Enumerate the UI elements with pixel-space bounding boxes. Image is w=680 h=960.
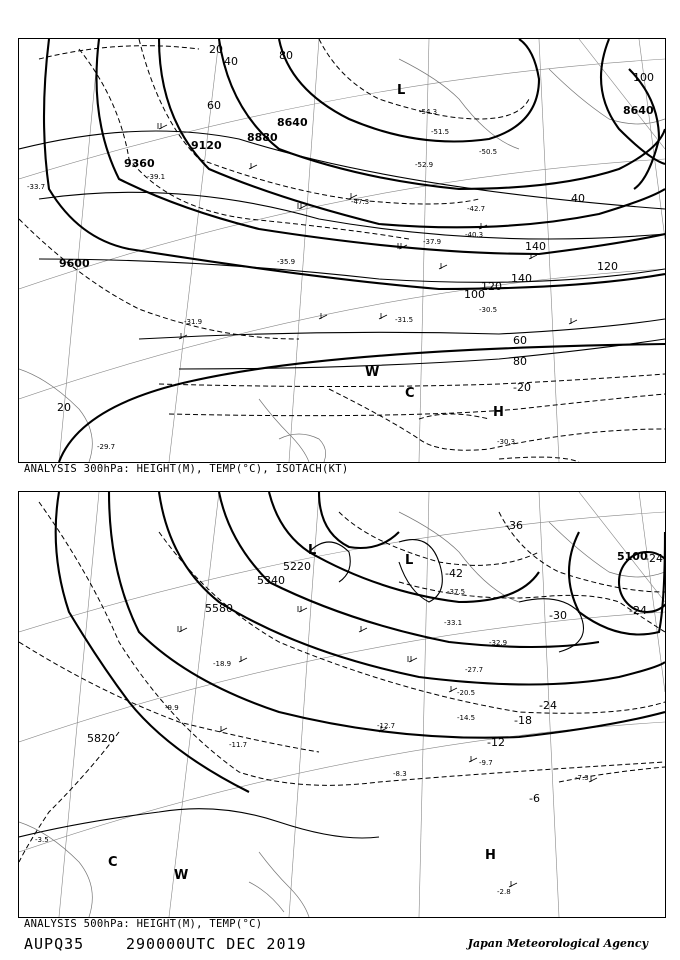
isotach-label: 60 (513, 334, 527, 347)
obs-temp: -12.7 (377, 722, 396, 730)
height-contours (44, 39, 665, 462)
obs-temp: -11.7 (229, 741, 248, 749)
map-500hpa-svg (19, 492, 665, 917)
isotherms (19, 502, 665, 862)
obs-temp: -35.9 (277, 258, 296, 266)
system-warm: W (365, 365, 380, 380)
obs-temp: -30.3 (497, 438, 516, 446)
obs-temp: -33.1 (444, 619, 463, 627)
isotach-label: 80 (513, 355, 527, 368)
isotherm-label: -30 (549, 609, 567, 622)
system-high: H (493, 405, 504, 420)
height-label-8640-east: 8640 (623, 104, 654, 117)
obs-temp: -54.3 (419, 108, 438, 116)
system-low: L (397, 83, 406, 98)
isotach-label: -20 (513, 381, 531, 394)
caption-500hpa: ANALYSIS 500hPa: HEIGHT(M), TEMP(°C) (24, 918, 263, 930)
obs-temp: -3.5 (35, 836, 49, 844)
isotach-label: 40 (224, 55, 238, 68)
obs-temp: -50.5 (479, 148, 498, 156)
obs-temp: -47.3 (351, 198, 370, 206)
obs-temp: -37.9 (423, 238, 442, 246)
obs-temp: -51.5 (431, 128, 450, 136)
map-panel-300hpa (18, 38, 666, 463)
obs-temp: -30.5 (479, 306, 498, 314)
obs-temp: -31.5 (395, 316, 414, 324)
isotach-label: 120 (597, 260, 618, 273)
system-low-1: L (308, 543, 317, 558)
map-300hpa-svg (19, 39, 665, 462)
isotach-label: 140 (511, 272, 532, 285)
isotach-lines (19, 46, 665, 462)
obs-temp: -9.7 (479, 759, 493, 767)
map-panel-500hpa (18, 491, 666, 918)
obs-temp: -14.5 (457, 714, 476, 722)
obs-temp: -37.5 (447, 588, 466, 596)
obs-temp: -39.1 (147, 173, 166, 181)
isotach-label: 140 (525, 240, 546, 253)
isotach-label: 100 (633, 71, 654, 84)
isotherm-label: -24 (645, 552, 663, 565)
system-cold: C (108, 855, 118, 870)
isotherm-label: -18 (514, 714, 532, 727)
obs-temp: -7.3 (575, 774, 589, 782)
obs-temp: -40.3 (465, 231, 484, 239)
isotherm-label: -36 (505, 519, 523, 532)
chart-valid-time: 290000UTC DEC 2019 (126, 935, 307, 953)
obs-temp: -42.7 (467, 205, 486, 213)
system-low-2: L (405, 553, 414, 568)
caption-300hpa: ANALYSIS 300hPa: HEIGHT(M), TEMP(°C), ISOTACH(KT) (24, 463, 349, 475)
obs-temp: -8.3 (393, 770, 407, 778)
isotach-label: 20 (57, 401, 71, 414)
obs-temp: -18.9 (213, 660, 232, 668)
obs-temp: -31.9 (184, 318, 203, 326)
isotherm-label: -42 (445, 567, 463, 580)
height-label-5580: 5580 (205, 602, 233, 615)
thin-contours (19, 540, 584, 839)
chart-id: AUPQ35 (24, 935, 85, 953)
obs-temp: -27.7 (465, 666, 484, 674)
system-cold: C (405, 386, 415, 401)
height-label-5220: 5220 (283, 560, 311, 573)
height-label-9360: 9360 (124, 157, 155, 170)
obs-temp: -9.9 (165, 704, 179, 712)
agency-name: Japan Meteorological Agency (467, 937, 648, 950)
isotach-label: 40 (571, 192, 585, 205)
height-label-9600: 9600 (59, 257, 90, 270)
wind-barbs (158, 123, 577, 339)
height-label-9120: 9120 (191, 139, 222, 152)
isotherm-label: -24 (539, 699, 557, 712)
obs-temp: -32.9 (489, 639, 508, 647)
system-warm: W (174, 868, 189, 883)
isotherm-label: -6 (529, 792, 540, 805)
isotach-label: 120 (481, 280, 502, 293)
height-label-8640: 8640 (277, 116, 308, 129)
height-label-8880: 8880 (247, 131, 278, 144)
isotherm-label: -12 (487, 736, 505, 749)
isotach-label: 80 (279, 49, 293, 62)
height-contours (56, 492, 665, 792)
isotach-label: 60 (207, 99, 221, 112)
obs-temp: -33.7 (27, 183, 46, 191)
isotach-label: 20 (209, 43, 223, 56)
obs-temp: -29.7 (97, 443, 116, 451)
obs-temp: -2.8 (497, 888, 511, 896)
obs-temp: -20.5 (457, 689, 476, 697)
system-high: H (485, 848, 496, 863)
height-label-5100: 5100 (617, 550, 648, 563)
isotach-label: 100 (464, 288, 485, 301)
obs-temp: -52.9 (415, 161, 434, 169)
height-label-5340: 5340 (257, 574, 285, 587)
isotherm-label: -24 (629, 604, 647, 617)
height-label-5820: 5820 (87, 732, 115, 745)
graticule (19, 492, 665, 917)
